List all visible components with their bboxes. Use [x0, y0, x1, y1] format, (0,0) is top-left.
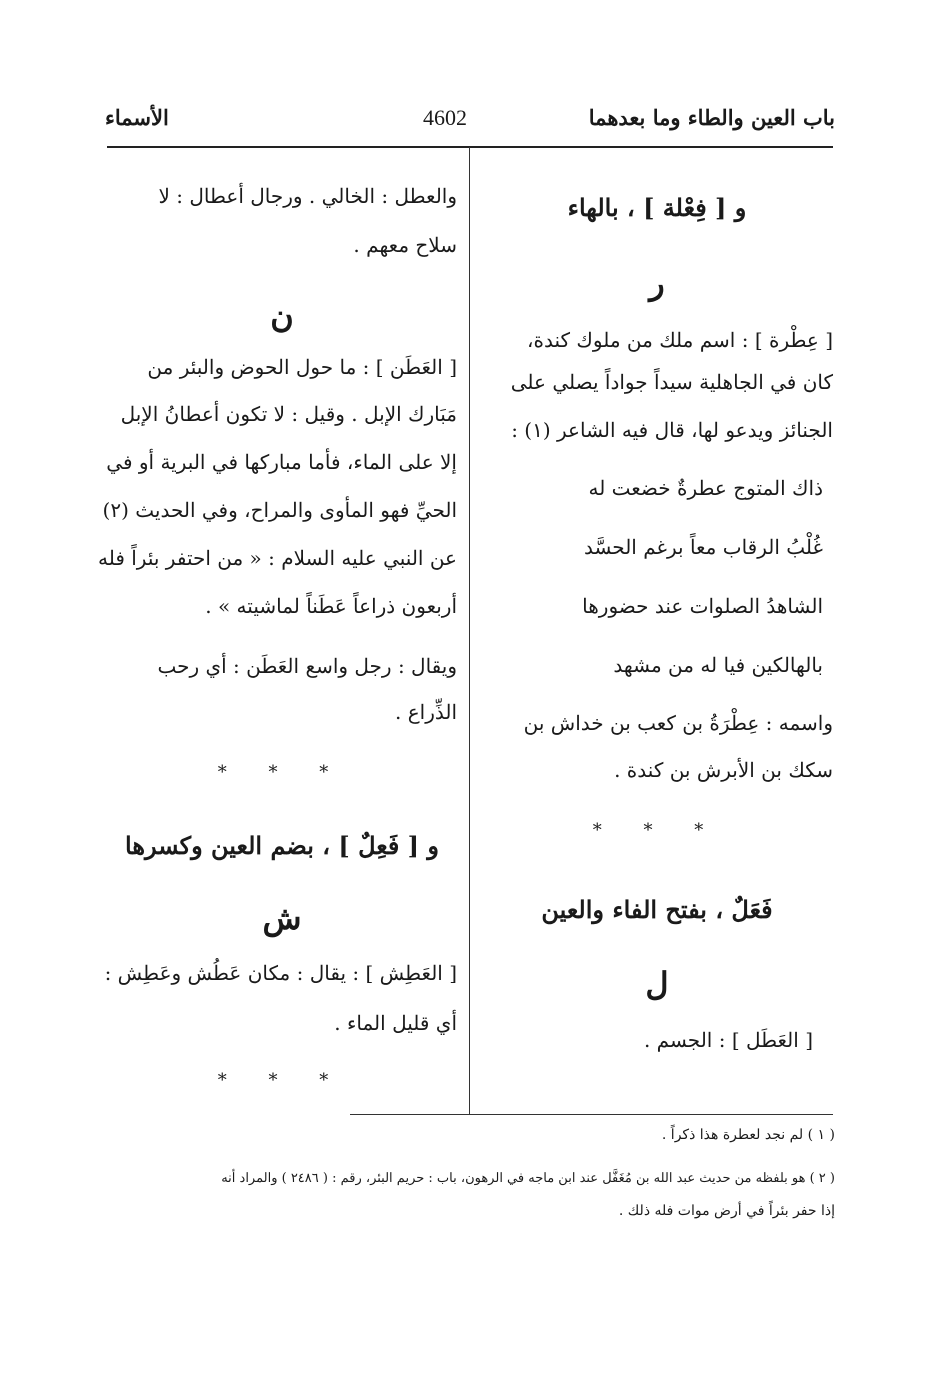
entry-atash-line: [ العَطِش ] : يقال : مكان عَطُش وعَطِش : — [104, 961, 457, 985]
footnote-rule — [350, 1114, 833, 1115]
heading-faal: فَعَلٌ ، بفتح الفاء والعين — [541, 895, 773, 924]
poem-verse: غُلْبُ الرقاب معاً برغم الحسَّد — [583, 535, 823, 559]
entry-atra-line: الجنائز ويدعو لها، قال فيه الشاعر (١) : — [511, 418, 833, 442]
poem-verse: بالهالكين فيا له من مشهد — [613, 653, 823, 677]
name-note-line: سكك بن الأبرش بن كندة . — [614, 758, 833, 782]
entry-atan-line: [ العَطَن ] : ما حول الحوض والبئر من — [147, 355, 457, 379]
separator-stars: * * * — [592, 820, 722, 841]
footnote-2-line: إذا حفر بئراً في أرض موات فله ذلك . — [618, 1203, 835, 1219]
entry-wasi-line: الذِّراع . — [394, 700, 457, 724]
separator-stars: * * * — [217, 1070, 347, 1091]
letter-heading-n: ن — [270, 297, 294, 335]
letter-heading-sh: ش — [262, 899, 302, 937]
page-number: 4602 — [423, 105, 467, 130]
entry-atan-line: عن النبي عليه السلام : « من احتفر بئراً فله — [97, 546, 457, 570]
poem-verse: ذاك المتوج عطرةٌ خضعت له — [588, 476, 823, 500]
entry-utl-line: والعطل : الخالي . ورجال أعطال : لا — [158, 184, 457, 208]
entry-atan-line: إلا على الماء، فأما مباركها في البرية أو في — [106, 450, 457, 474]
entry-atal: [ العَطَل ] : الجسم . — [643, 1028, 813, 1052]
footnote-2-line: ( ٢ ) هو بلفظه من حديث عبد الله بن مُغَفَّل عند ابن ماجه في الرهون، باب : حريم البئر، رقم : ( ٢٤٨٦ ) والمراد أنه — [221, 1171, 835, 1186]
entry-atan-line: الحيِّ فهو المأوى والمراح، وفي الحديث (٢) — [102, 498, 457, 522]
poem-verse: الشاهدُ الصلوات عند حضورها — [582, 594, 823, 618]
entry-atan-line: مَبَارك الإبل . وقيل : لا تكون أعطانُ الإبل — [120, 402, 457, 426]
entry-utl-line: سلاح معهم . — [353, 233, 457, 257]
entry-atash-line: أي قليل الماء . — [334, 1011, 457, 1035]
entry-atra-line: [ عِطْرة ] : اسم ملك من ملوك كندة، — [527, 328, 833, 352]
footnote-1: ( ١ ) لم نجد لعطرة هذا ذكراً . — [661, 1127, 835, 1143]
entry-atan-line: أربعون ذراعاً عَطَناً لماشيته » . — [205, 594, 457, 618]
separator-stars: * * * — [217, 762, 347, 783]
name-note-line: واسمه : عِطْرَةُ بن كعب بن خداش بن — [523, 711, 833, 735]
header-rule — [107, 146, 833, 148]
section-title: الأسماء — [105, 105, 169, 130]
heading-fuil: و [ فَعِلٌ ] ، بضم العين وكسرها — [125, 831, 439, 860]
letter-heading-r: ر — [649, 264, 665, 302]
heading-fila: و [ فِعْلة ] ، بالهاء — [567, 193, 747, 222]
chapter-title: باب العين والطاء وما بعدهما — [588, 105, 835, 130]
column-divider — [469, 147, 470, 1115]
page-header — [105, 105, 835, 145]
entry-atra-line: كان في الجاهلية سيداً جواداً يصلي على — [510, 370, 833, 394]
letter-heading-l: ل — [645, 965, 669, 1003]
entry-wasi-line: ويقال : رجل واسع العَطَن : أي رحب — [157, 654, 457, 678]
